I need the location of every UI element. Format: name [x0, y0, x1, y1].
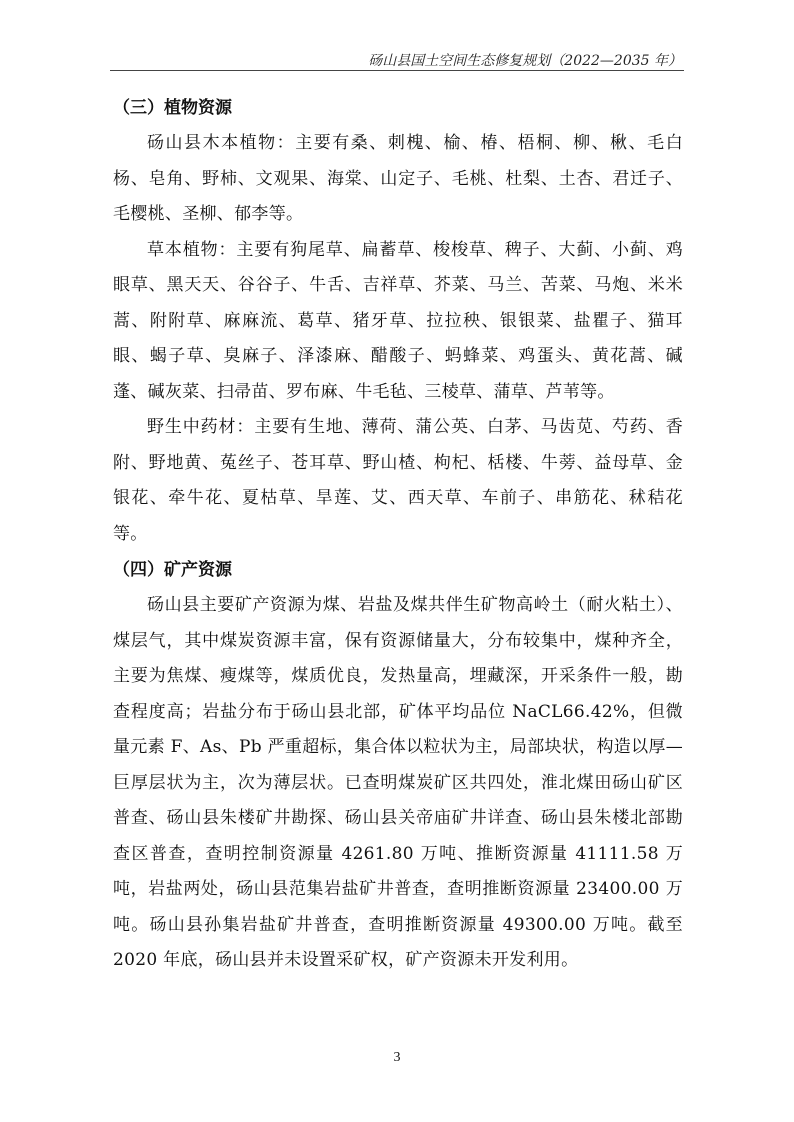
running-header: 砀山县国土空间生态修复规划（2022—2035 年） [368, 53, 682, 69]
page-body [113, 90, 683, 979]
page-number: 3 [393, 1050, 401, 1065]
paragraph-wild-herbs: 野生中药材：主要有生地、薄荷、蒲公英、白茅、马齿苋、芍药、香附、野地黄、菟丝子、苍耳草、野山楂、枸杞、栝楼、牛蒡、益母草、金银花、牵牛花、夏枯草、旱莲、艾、西天草、车前子、串筋花、秫秸花等。 [113, 417, 683, 544]
paragraph-mineral-resources: 砀山县主要矿产资源为煤、岩盐及煤共伴生矿物高岭土（耐火粘土）、煤层气，其中煤炭资源丰富，保有资源储量大，分布较集中，煤种齐全，主要为焦煤、瘦煤等，煤质优良，发热量高，埋藏深，开采条件一般，勘查程度高；岩盐分布于砀山县北部，矿体平均品位 NaCL66.42%，但微量元素 F、As、Pb 严重超标，集合体以粒状为主，局部块状，构造以厚—巨厚层状为主，次为薄层状。已查明煤炭矿区共四处，淮北煤田砀山矿区普查、砀山县朱楼矿井勘探、砀山县关帝庙矿井详查、砀山县朱楼北部勘查区普查，查明控制资源量 4261.80 万吨、推断资源量 41111.58 万吨，岩盐两处，砀山县范集岩盐矿井普查，查明推断资源量 23400.00 万吨。砀山县孙集岩盐矿井普查，查明推断资源量 49300.00 万吨。截至 2020 年底，砀山县并未设置采矿权，矿产资源未开发利用。 [113, 595, 683, 970]
section-heading-minerals: （四）矿产资源 [113, 560, 232, 580]
section-heading-plants: （三）植物资源 [113, 98, 232, 118]
header-rule [110, 70, 684, 71]
paragraph-herbaceous-plants: 草本植物：主要有狗尾草、扁蓄草、梭梭草、稗子、大蓟、小蓟、鸡眼草、黑天天、谷谷子、牛舌、吉祥草、芥菜、马兰、苦菜、马炮、米米蒿、附附草、麻麻流、葛草、猪牙草、拉拉秧、银银菜、盐瞿子、猫耳眼、蝎子草、臭麻子、泽漆麻、醋酸子、蚂蜂菜、鸡蛋头、黄花蒿、碱蓬、碱灰菜、扫帚苗、罗布麻、牛毛毡、三棱草、蒲草、芦苇等。 [113, 239, 683, 402]
paragraph-woody-plants: 砀山县木本植物：主要有桑、刺槐、榆、椿、梧桐、柳、楸、毛白杨、皂角、野柿、文观果、海棠、山定子、毛桃、杜梨、土杏、君迁子、毛樱桃、圣柳、郁李等。 [113, 133, 683, 224]
